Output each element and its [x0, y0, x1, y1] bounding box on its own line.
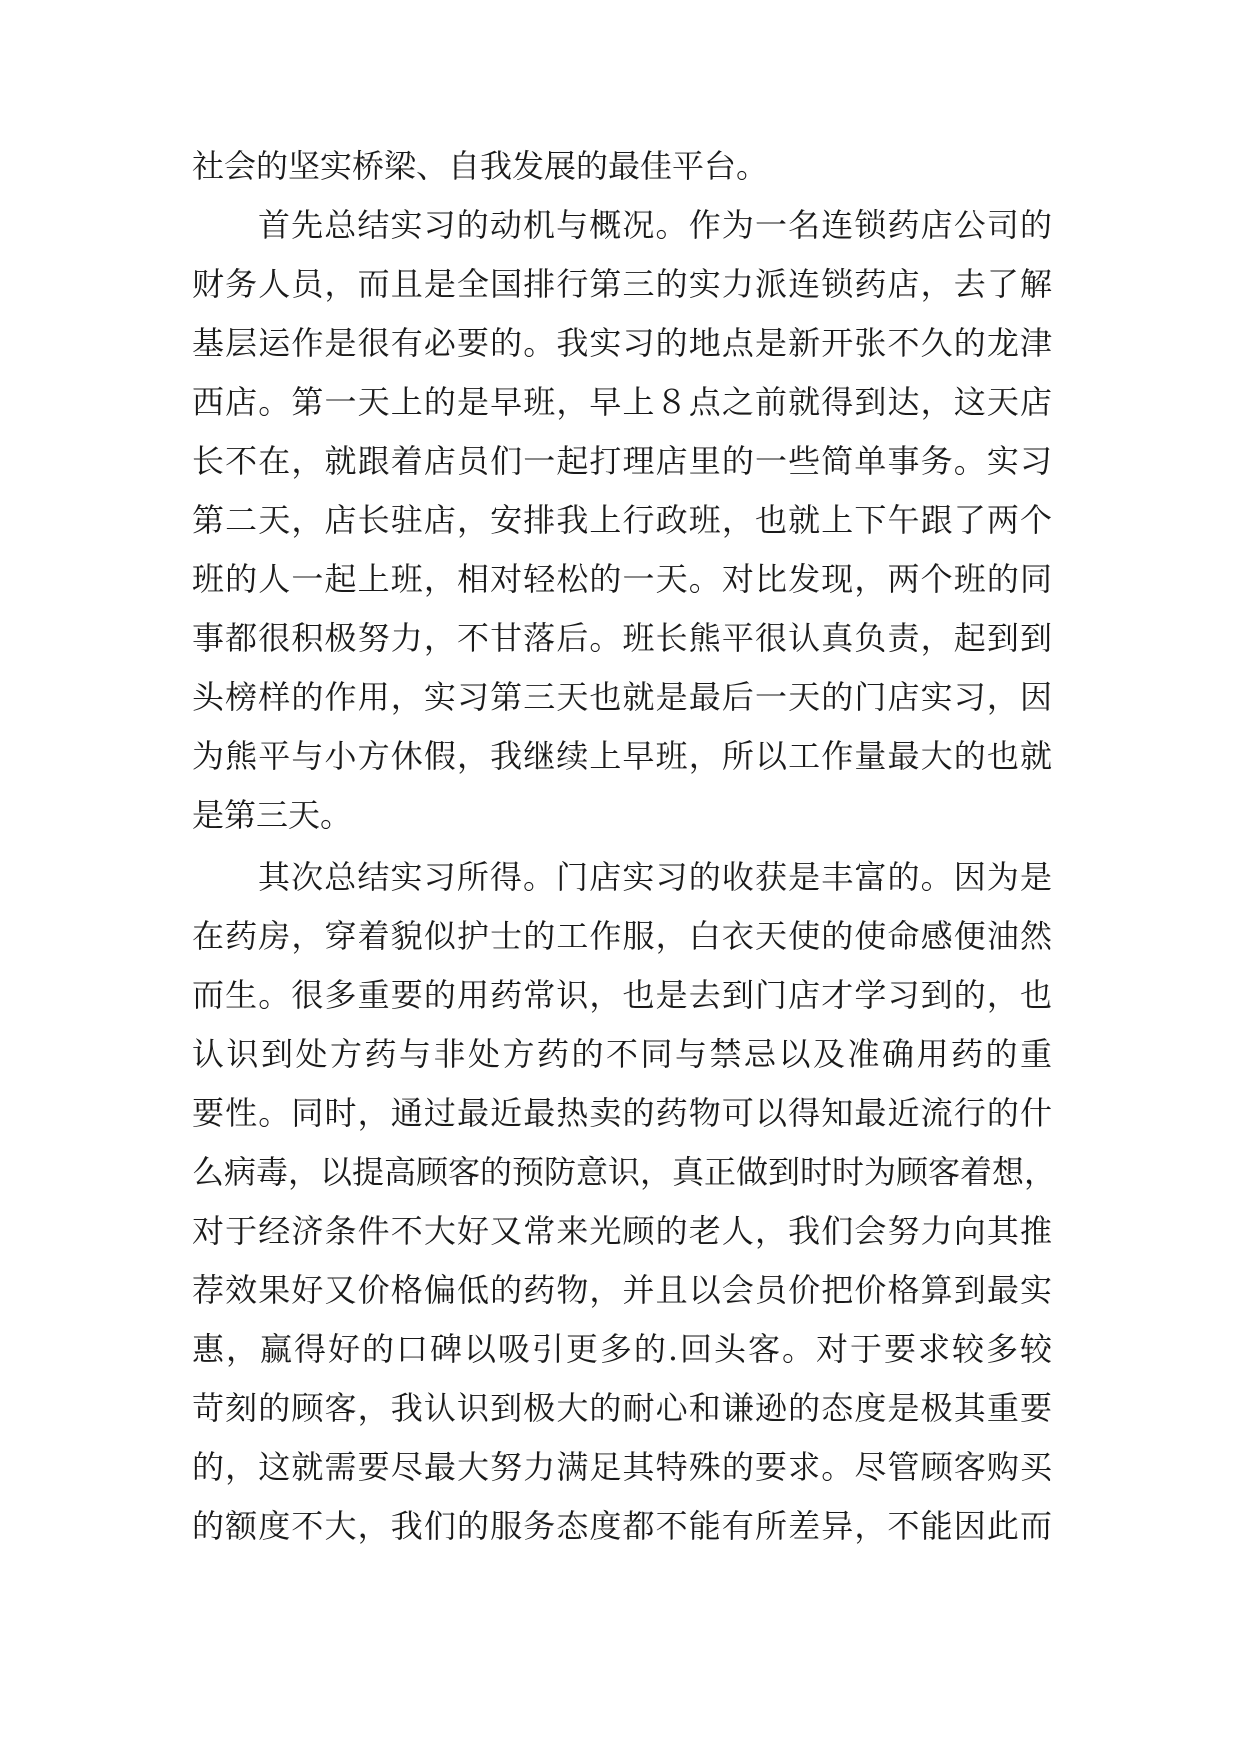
text-line-5: 西店。第一天上的是早班，早上８点之前就得到达，这天店: [192, 383, 1052, 421]
text-line-16: 认识到处方药与非处方药的不同与禁忌以及准确用药的重: [192, 1035, 1052, 1073]
text-line-8: 班的人一起上班，相对轻松的一天。对比发现，两个班的同: [192, 560, 1052, 598]
text-line-23: 的，这就需要尽最大努力满足其特殊的要求。尽管顾客购买: [192, 1448, 1052, 1486]
text-line-14: 在药房，穿着貌似护士的工作服，白衣天使的使命感便油然: [192, 917, 1052, 955]
text-line-7: 第二天，店长驻店，安排我上行政班，也就上下午跟了两个: [192, 501, 1052, 539]
text-line-10: 头榜样的作用，实习第三天也就是最后一天的门店实习，因: [192, 678, 1052, 716]
text-line-3: 财务人员，而且是全国排行第三的实力派连锁药店，去了解: [192, 265, 1052, 303]
text-line-17: 要性。同时，通过最近最热卖的药物可以得知最近流行的什: [192, 1094, 1052, 1132]
text-line-13: 其次总结实习所得。门店实习的收获是丰富的。因为是: [258, 858, 1052, 896]
text-line-4: 基层运作是很有必要的。我实习的地点是新开张不久的龙津: [192, 324, 1052, 362]
text-line-1: 社会的坚实桥梁、自我发展的最佳平台。: [192, 147, 769, 185]
text-line-15: 而生。很多重要的用药常识，也是去到门店才学习到的，也: [192, 976, 1052, 1014]
text-line-11: 为熊平与小方休假，我继续上早班，所以工作量最大的也就: [192, 737, 1052, 775]
text-line-24: 的额度不大，我们的服务态度都不能有所差异，不能因此而: [192, 1507, 1052, 1545]
text-line-6: 长不在，就跟着店员们一起打理店里的一些简单事务。实习: [192, 442, 1052, 480]
text-line-19: 对于经济条件不大好又常来光顾的老人，我们会努力向其推: [192, 1212, 1052, 1250]
text-line-9: 事都很积极努力，不甘落后。班长熊平很认真负责，起到到: [192, 619, 1052, 657]
text-line-22: 苛刻的顾客，我认识到极大的耐心和谦逊的态度是极其重要: [192, 1389, 1052, 1427]
text-line-2: 首先总结实习的动机与概况。作为一名连锁药店公司的: [258, 206, 1052, 244]
text-line-18: 么病毒，以提高顾客的预防意识，真正做到时时为顾客着想，: [192, 1153, 1057, 1191]
text-line-21: 惠，赢得好的口碑以吸引更多的.回头客。对于要求较多较: [192, 1330, 1052, 1368]
text-line-20: 荐效果好又价格偏低的药物，并且以会员价把价格算到最实: [192, 1271, 1052, 1309]
text-line-12: 是第三天。: [192, 796, 353, 834]
